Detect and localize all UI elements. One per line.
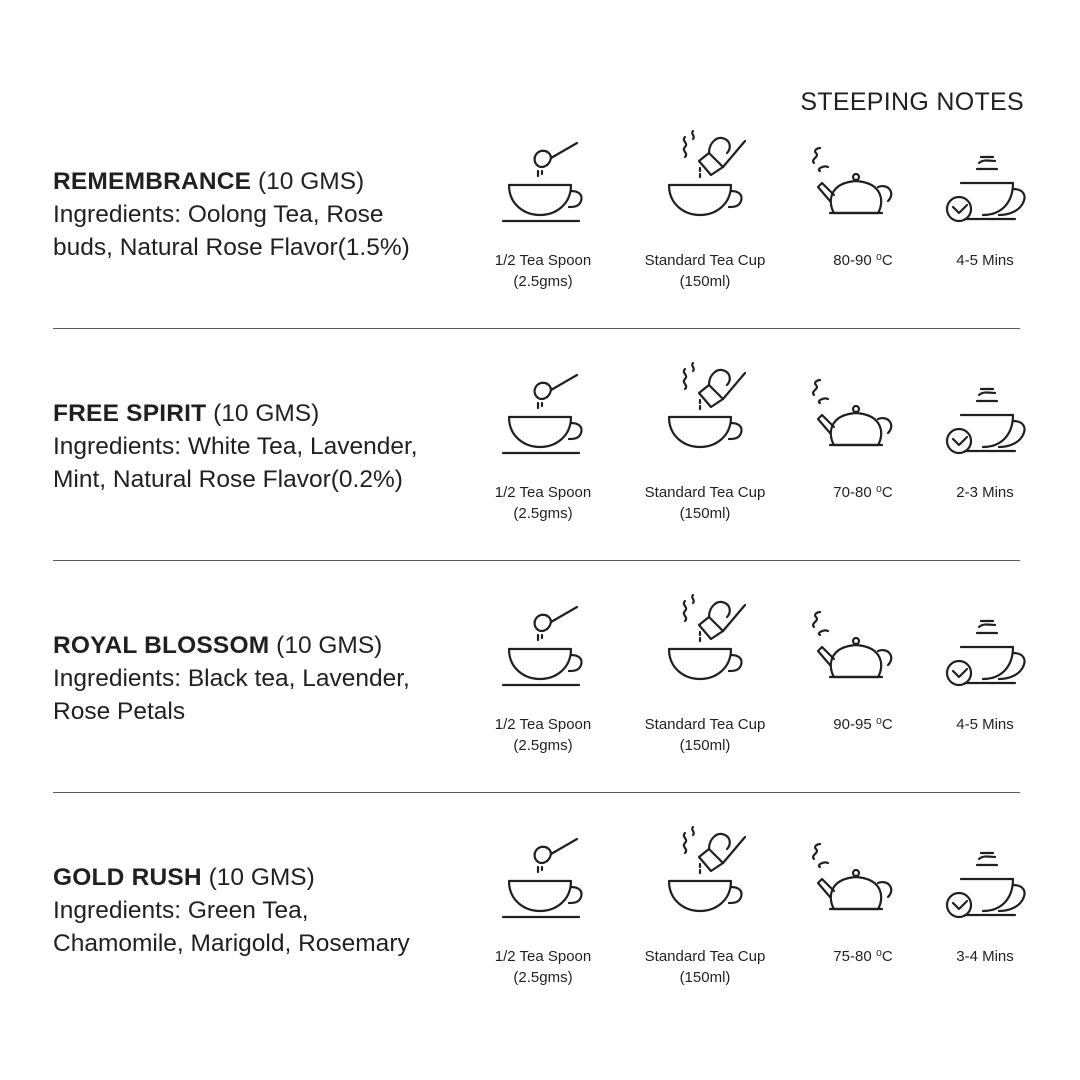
temperature-value: 70-80 ⁰C: [833, 484, 893, 501]
spoon-weight: (2.5gms): [513, 969, 573, 986]
pour-cup-icon: [655, 125, 765, 225]
tea-ingredients-line-1: Ingredients: Oolong Tea, Rose: [53, 201, 384, 228]
spoon-amount: 1/2 Tea Spoon: [494, 948, 592, 965]
cup-type: Standard Tea Cup: [644, 484, 766, 501]
tea-description: [53, 861, 473, 960]
page-title: STEEPING NOTES: [800, 88, 1024, 116]
time-value: 2-3 Mins: [956, 484, 1014, 501]
kettle-icon: [800, 831, 910, 921]
tea-row: [0, 232, 1080, 522]
temperature-value: 90-95 ⁰C: [833, 716, 893, 733]
cup-volume: (150ml): [679, 505, 731, 522]
tea-weight: (10 GMS): [258, 168, 365, 195]
tea-title: [53, 861, 473, 894]
tea-row: [0, 696, 1080, 986]
temperature-value: 80-90 ⁰C: [833, 252, 893, 269]
tea-name: ROYAL BLOSSOM: [53, 632, 270, 659]
cup-type: Standard Tea Cup: [644, 716, 766, 733]
timer-cup-icon: [935, 831, 1045, 921]
time-value: 4-5 Mins: [956, 252, 1014, 269]
spoon-cup-icon: [495, 599, 605, 689]
spoon-cup-icon: [495, 135, 605, 225]
spoon-amount: 1/2 Tea Spoon: [494, 484, 592, 501]
kettle-icon: [800, 599, 910, 689]
tea-title: [53, 629, 473, 662]
pour-cup-icon: [655, 357, 765, 457]
tea-weight: (10 GMS): [213, 400, 320, 427]
temperature-value: 75-80 ⁰C: [833, 948, 893, 965]
tea-title: [53, 165, 473, 198]
cup-volume: (150ml): [679, 969, 731, 986]
cup-type: Standard Tea Cup: [644, 948, 766, 965]
tea-title: [53, 397, 473, 430]
time-value: 4-5 Mins: [956, 716, 1014, 733]
tea-name: FREE SPIRIT: [53, 400, 207, 427]
tea-ingredients-line-2: Rose Petals: [53, 698, 186, 725]
tea-row: [0, 0, 1080, 290]
spoon-weight: (2.5gms): [513, 273, 573, 290]
temperature-label: [808, 946, 918, 967]
tea-ingredients-line-1: Ingredients: White Tea, Lavender,: [53, 433, 418, 460]
tea-name: REMEMBRANCE: [53, 168, 252, 195]
tea-ingredients-line-2: Mint, Natural Rose Flavor(0.2%): [53, 466, 403, 493]
spoon-weight: (2.5gms): [513, 505, 573, 522]
timer-cup-icon: [935, 135, 1045, 225]
tea-name: GOLD RUSH: [53, 864, 202, 891]
cup-volume: (150ml): [679, 737, 731, 754]
spoon-cup-icon: [495, 831, 605, 921]
cup-label: [630, 946, 780, 988]
spoon-amount: 1/2 Tea Spoon: [494, 252, 592, 269]
time-value: 3-4 Mins: [956, 948, 1014, 965]
pour-cup-icon: [655, 821, 765, 921]
spoon-weight: (2.5gms): [513, 737, 573, 754]
tea-row: [0, 464, 1080, 754]
spoon-label: [483, 946, 603, 988]
spoon-amount: 1/2 Tea Spoon: [494, 716, 592, 733]
cup-volume: (150ml): [679, 273, 731, 290]
kettle-icon: [800, 367, 910, 457]
spoon-cup-icon: [495, 367, 605, 457]
pour-cup-icon: [655, 589, 765, 689]
tea-ingredients-line-2: Chamomile, Marigold, Rosemary: [53, 930, 410, 957]
tea-ingredients-line-1: Ingredients: Black tea, Lavender,: [53, 665, 410, 692]
timer-cup-icon: [935, 599, 1045, 689]
kettle-icon: [800, 135, 910, 225]
cup-type: Standard Tea Cup: [644, 252, 766, 269]
tea-weight: (10 GMS): [208, 864, 315, 891]
timer-cup-icon: [935, 367, 1045, 457]
tea-weight: (10 GMS): [276, 632, 383, 659]
time-label: [935, 946, 1035, 967]
tea-ingredients-line-2: buds, Natural Rose Flavor(1.5%): [53, 234, 410, 261]
tea-ingredients-line-1: Ingredients: Green Tea,: [53, 897, 309, 924]
